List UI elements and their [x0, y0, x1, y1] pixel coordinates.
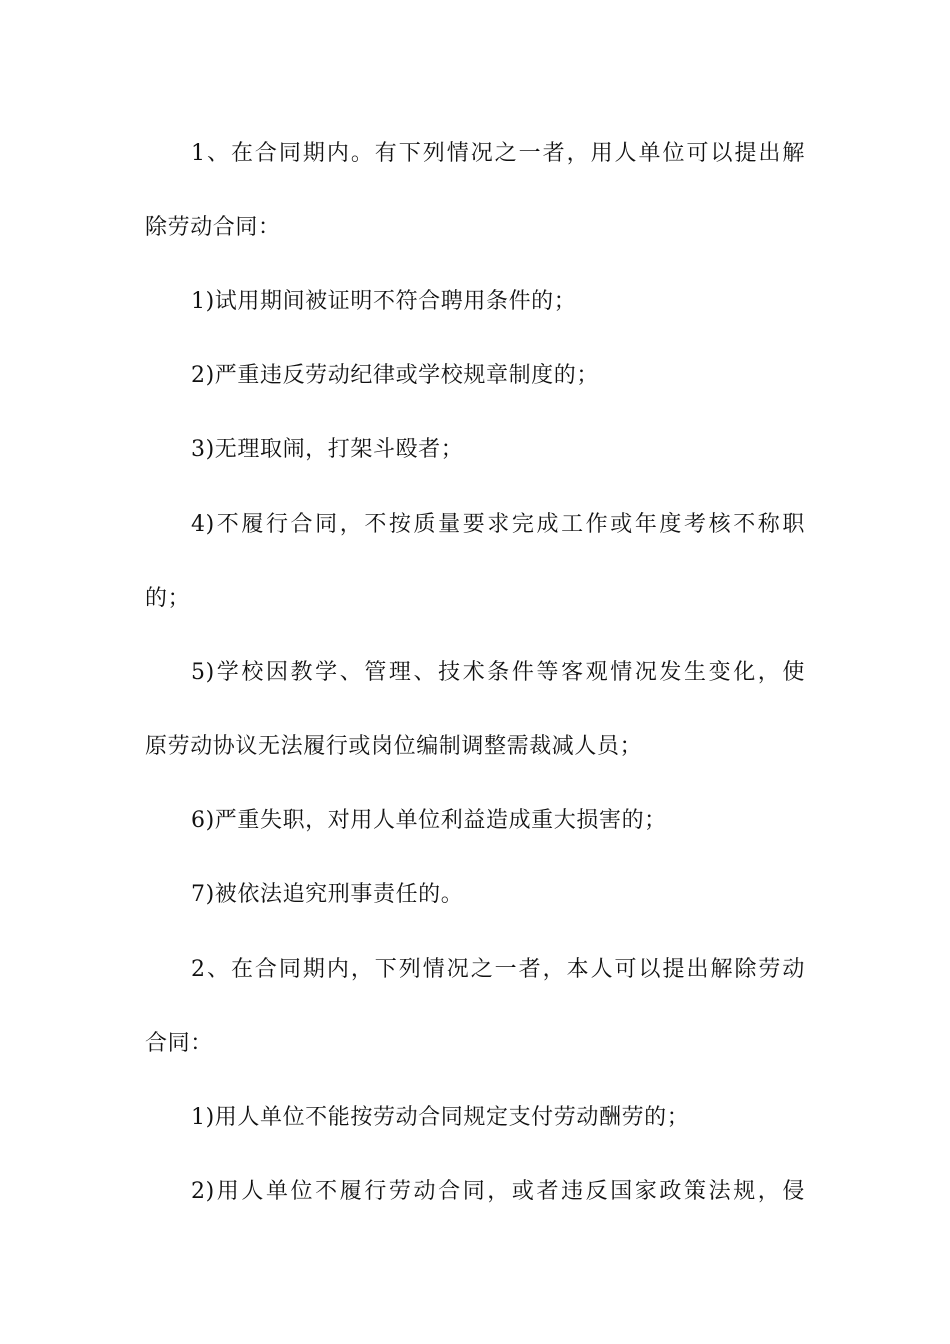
text-line: 4)不履行合同，不按质量要求完成工作或年度考核不称职	[191, 512, 805, 537]
text-line: 除劳动合同：	[145, 215, 281, 240]
text-line: 2)用人单位不履行劳动合同，或者违反国家政策法规，侵	[191, 1179, 805, 1204]
text-line: 5)学校因教学、管理、技术条件等客观情况发生变化，使	[191, 660, 805, 685]
text-line: 1、在合同期内。有下列情况之一者，用人单位可以提出解	[191, 141, 805, 166]
text-line: 1)用人单位不能按劳动合同规定支付劳动酬劳的；	[191, 1105, 690, 1130]
text-line: 2、在合同期内，下列情况之一者，本人可以提出解除劳动	[191, 957, 805, 982]
text-line: 3)无理取闹，打架斗殴者；	[191, 437, 464, 462]
text-line: 7)被依法追究刑事责任的。	[191, 882, 464, 907]
text-line: 1)试用期间被证明不符合聘用条件的；	[191, 289, 577, 314]
text-line: 6)严重失职，对用人单位利益造成重大损害的；	[191, 808, 667, 833]
text-line: 原劳动协议无法履行或岗位编制调整需裁减人员；	[145, 734, 643, 759]
text-line: 的；	[145, 586, 191, 611]
text-line: 合同：	[145, 1031, 213, 1056]
text-line: 2)严重违反劳动纪律或学校规章制度的；	[191, 363, 599, 388]
